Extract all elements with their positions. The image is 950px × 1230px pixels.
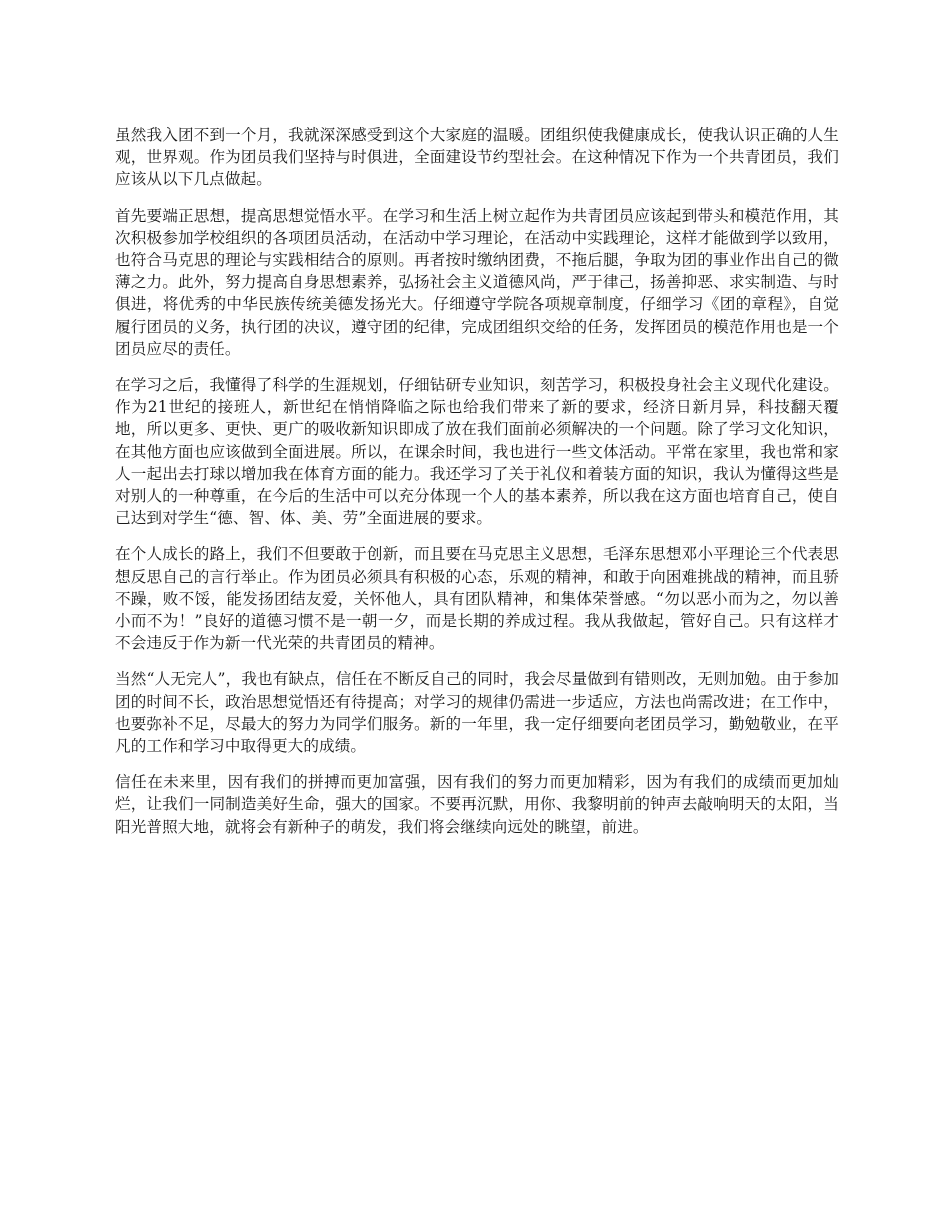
paragraph-6: 信任在未来里，因有我们的拼搏而更加富强，因有我们的努力而更加精彩，因为有我们的成绩而更加灿烂，让我们一同制造美好生命，强大的国家。不要再沉默，用你、我黎明前的钟声去敲响明天的太阳，当阳光普照大地，就将会有新种子的萌发，我们将会继续向远处的眺望，前进。 [115,773,839,836]
document-body [115,124,839,852]
paragraph-1: 虽然我入团不到一个月，我就深深感受到这个大家庭的温暖。团组织使我健康成长，使我认识正确的人生观，世界观。作为团员我们坚持与时俱进，全面建设节约型社会。在这种情况下作为一个共青团员，我们应该从以下几点做起。 [115,126,839,189]
paragraph-5: 当然“人无完人”，我也有缺点，信任在不断反自己的同时，我会尽量做到有错则改，无则加勉。由于参加团的时间不长，政治思想觉悟还有待提高；对学习的规律仍需进一步适应，方法也尚需改进；在工作中，也要弥补不足，尽最大的努力为同学们服务。新的一年里，我一定仔细要向老团员学习，勤勉敬业，在平凡的工作和学习中取得更大的成绩。 [115,670,839,756]
paragraph-2: 首先要端正思想，提高思想觉悟水平。在学习和生活上树立起作为共青团员应该起到带头和模范作用，其次积极参加学校组织的各项团员活动，在活动中学习理论，在活动中实践理论，这样才能做到学以致用，也符合马克思的理论与实践相结合的原则。再者按时缴纳团费，不拖后腿，争取为团的事业作出自己的微薄之力。此外，努力提高自身思想素养，弘扬社会主义道德风尚，严于律己，扬善抑恶、求实制造、与时俱进，将优秀的中华民族传统美德发扬光大。仔细遵守学院各项规章制度，仔细学习《团的章程》，自觉履行团员的义务，执行团的决议，遵守团的纪律，完成团组织交给的任务，发挥团员的模范作用也是一个团员应尽的责任。 [115,206,839,358]
paragraph-3: 在学习之后，我懂得了科学的生涯规划，仔细钻研专业知识，刻苦学习，积极投身社会主义现代化建设。作为21世纪的接班人，新世纪在悄悄降临之际也给我们带来了新的要求，经济日新月异，科技翻天覆地，所以更多、更快、更广的吸收新知识即成了放在我们面前必须解决的一个问题。除了学习文化知识，在其他方面也应该做到全面进展。所以，在课余时间，我也进行一些文体活动。平常在家里，我也常和家人一起出去打球以增加我在体育方面的能力。我还学习了关于礼仪和着装方面的知识，我认为懂得这些是对别人的一种尊重，在今后的生活中可以充分体现一个人的基本素养，所以我在这方面也培育自己，使自己达到对学生“德、智、体、美、劳”全面进展的要求。 [115,376,839,528]
paragraph-4: 在个人成长的路上，我们不但要敢于创新，而且要在马克思主义思想，毛泽东思想邓小平理论三个代表思想反思自己的言行举止。作为团员必须具有积极的心态，乐观的精神，和敢于向困难挑战的精神，而且骄不躁，败不馁，能发扬团结友爱，关怀他人，具有团队精神，和集体荣誉感。“勿以恶小而为之，勿以善小而不为！”良好的道德习惯不是一朝一夕，而是长期的养成过程。我从我做起，管好自己。只有这样才不会违反于作为新一代光荣的共青团员的精神。 [115,545,839,653]
